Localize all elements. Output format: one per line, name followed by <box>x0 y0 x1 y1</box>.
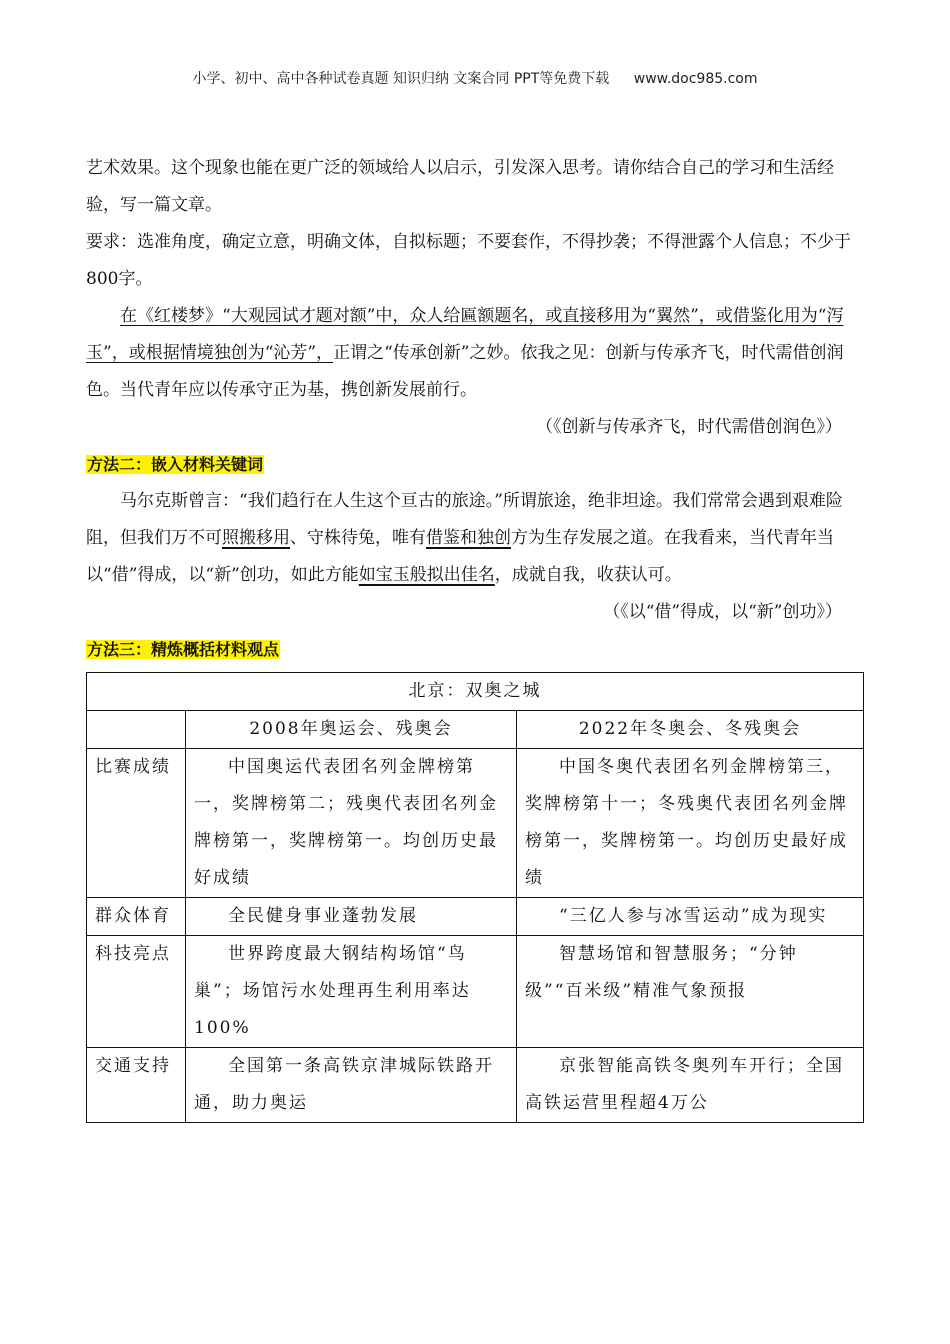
document-body <box>86 150 864 1123</box>
page-header <box>0 68 950 88</box>
text-part-b: 、守株待兔，唯有 <box>290 528 426 548</box>
row-label: 科技亮点 <box>87 936 186 1048</box>
table-row <box>87 1048 864 1123</box>
cell-2022: 智慧场馆和智慧服务；“分钟级”“百米级”精准气象预报 <box>517 936 864 1048</box>
table-title-row <box>87 673 864 711</box>
example-paragraph-2 <box>86 483 864 594</box>
olympics-table <box>86 672 864 1123</box>
example-source-1: （《创新与传承齐飞，时代需借创润色》） <box>536 417 842 437</box>
table-corner-cell <box>87 711 186 749</box>
method3-heading-text: 方法三：精炼概括材料观点 <box>87 640 280 659</box>
column-header-2008: 2008年奥运会、残奥会 <box>186 711 517 749</box>
keyword-underline-1: 照搬移用 <box>222 528 290 548</box>
example-source-2: （《以“借”得成，以“新”创功》） <box>603 602 842 622</box>
cell-2008: 全国第一条高铁京津城际铁路开通，助力奥运 <box>186 1048 517 1123</box>
table-row <box>87 749 864 898</box>
header-text: 小学、初中、高中各种试卷真题 知识归纳 文案合同 PPT等免费下载 <box>192 71 610 87</box>
column-header-2022: 2022年冬奥会、冬残奥会 <box>517 711 864 749</box>
row-label: 群众体育 <box>87 898 186 936</box>
intro-paragraph: 艺术效果。这个现象也能在更广泛的领域给人以启示，引发深入思考。请你结合自己的学习和生活经验，写一篇文章。 <box>86 158 834 215</box>
table-title: 北京：双奥之城 <box>87 673 864 711</box>
text-part-c: 方为生存发展之道。在我看来，当代青年当以“借”得成，以“新”创功，如此方能 <box>86 528 834 585</box>
table-row <box>87 936 864 1048</box>
cell-2022: “三亿人参与冰雪运动”成为现实 <box>517 898 864 936</box>
example-paragraph-1 <box>86 298 864 409</box>
text-part-d: ，成就自我，收获认可。 <box>494 565 682 585</box>
method2-heading-text: 方法二：嵌入材料关键词 <box>87 455 264 474</box>
example-rest-text: 正谓之“传承创新”之妙。依我之见：创新与传承齐飞，时代需借创润色。当代青年应以传承守正为基，携创新发展前行。 <box>86 343 844 400</box>
method2-heading <box>86 446 864 483</box>
cell-2022: 京张智能高铁冬奥列车开行；全国高铁运营里程超4万公 <box>517 1048 864 1123</box>
header-url: www.doc985.com <box>633 71 758 87</box>
cell-2008: 世界跨度最大钢结构场馆“鸟巢”；场馆污水处理再生利用率达100% <box>186 936 517 1048</box>
example-underlined-text: 在《红楼梦》“大观园试才题对额”中，众人给匾额题名，或直接移用为“翼然”，或借鉴化用为“泻玉”，或根据情境独创为“沁芳”， <box>86 306 844 363</box>
keyword-underline-2: 借鉴和独创 <box>426 528 511 548</box>
table-header-row <box>87 711 864 749</box>
cell-2008: 全民健身事业蓬勃发展 <box>186 898 517 936</box>
cell-2008: 中国奥运代表团名列金牌榜第一，奖牌榜第二；残奥代表团名列金牌榜第一，奖牌榜第一。均创历史最好成绩 <box>186 749 517 898</box>
method3-heading <box>86 631 864 668</box>
table-row <box>87 898 864 936</box>
requirement-paragraph: 要求：选准角度，确定立意，明确文体，自拟标题；不要套作，不得抄袭；不得泄露个人信息；不少于800字。 <box>86 232 851 289</box>
text-part-a: 马尔克斯曾言：“我们趋行在人生这个亘古的旅途。”所谓旅途，绝非坦途。我们常常会遇到艰难险阻，但我们万不可 <box>86 491 843 548</box>
row-label: 比赛成绩 <box>87 749 186 898</box>
cell-2022: 中国冬奥代表团名列金牌榜第三，奖牌榜第十一；冬残奥代表团名列金牌榜第一，奖牌榜第一。均创历史最好成绩 <box>517 749 864 898</box>
row-label: 交通支持 <box>87 1048 186 1123</box>
keyword-underline-3: 如宝玉般拟出佳名 <box>358 565 495 585</box>
